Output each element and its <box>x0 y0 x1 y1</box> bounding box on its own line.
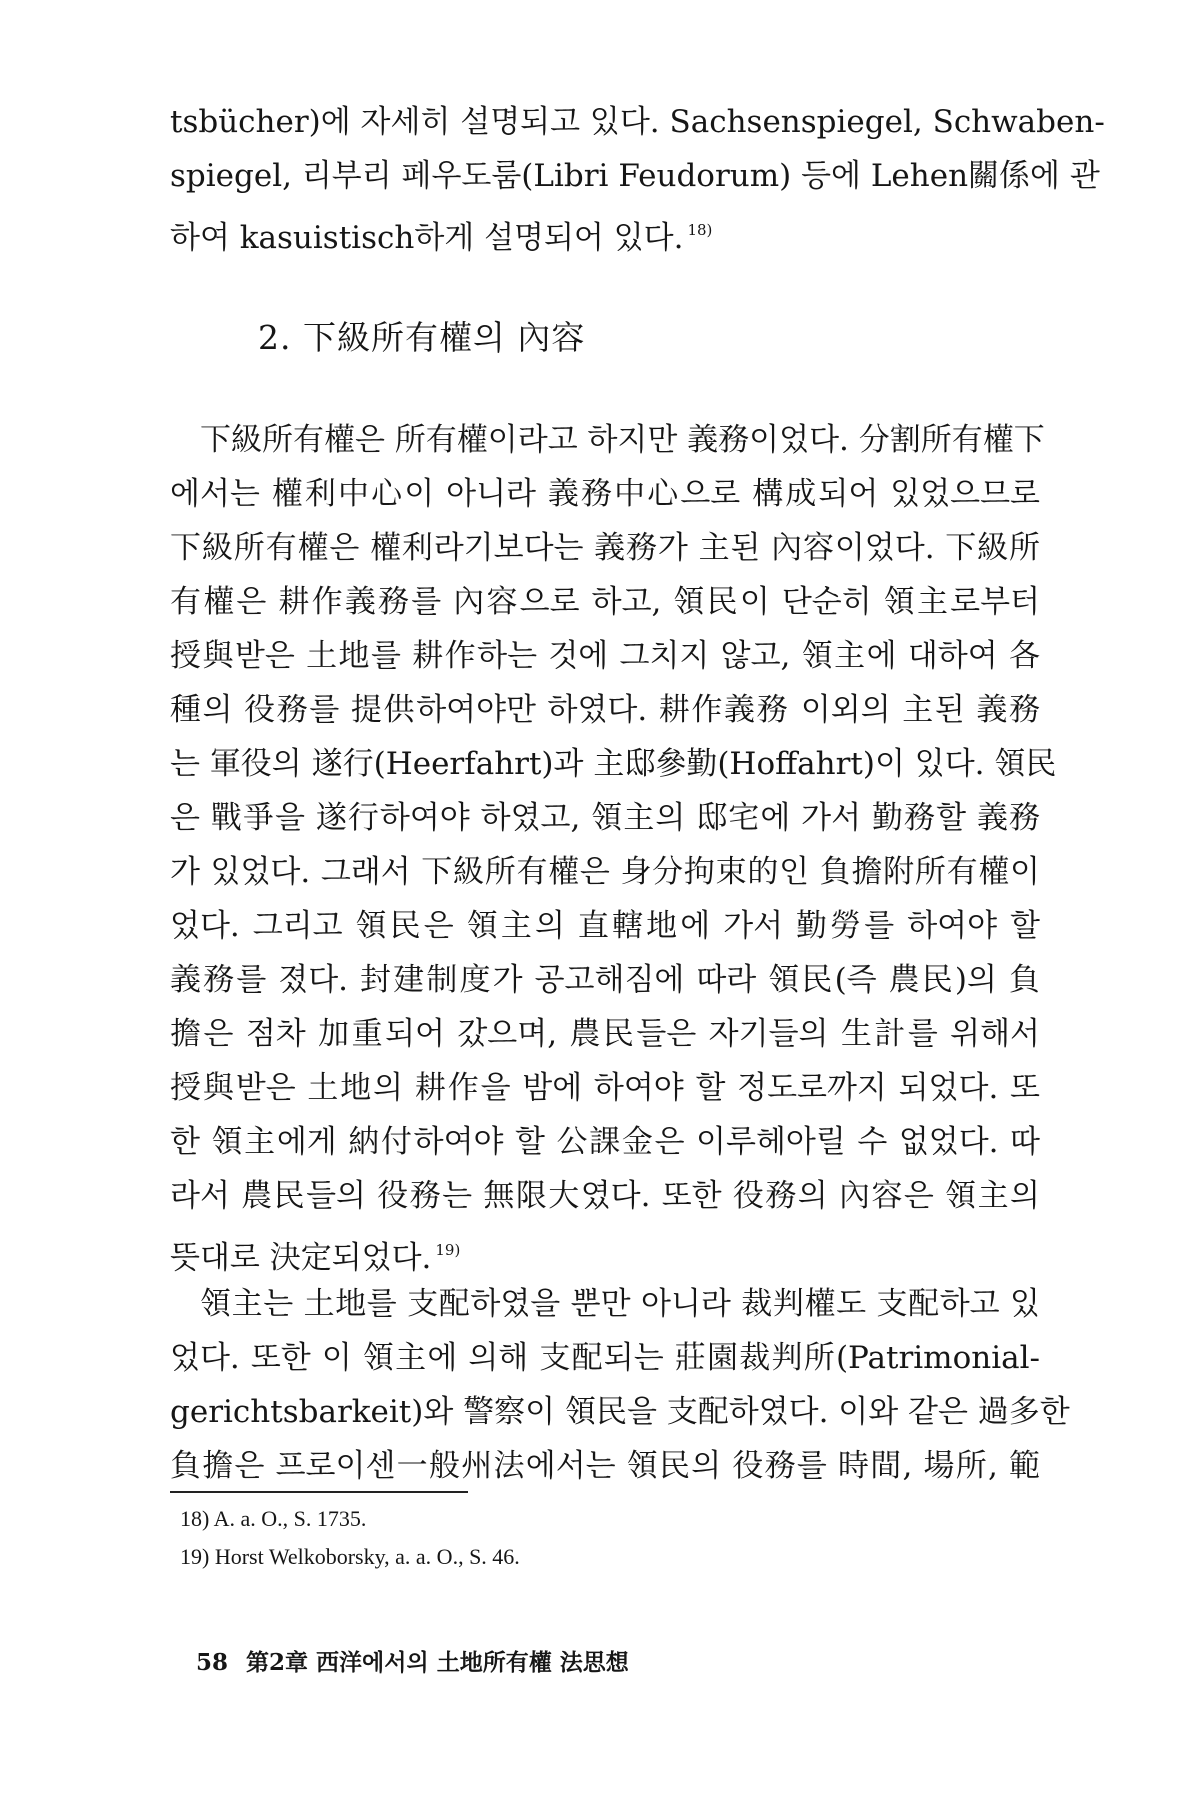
body-line: 有權은 耕作義務를 內容으로 하고, 領民이 단순히 領主로부터 <box>170 584 1040 620</box>
body-line: 라서 農民들의 役務는 無限大였다. 또한 役務의 內容은 領主의 <box>170 1178 1040 1214</box>
body-line: 擔은 점차 加重되어 갔으며, 農民들은 자기들의 生計를 위해서 <box>170 1016 1040 1052</box>
page-footer <box>196 1646 629 1680</box>
body-line: 에서는 權利中心이 아니라 義務中心으로 構成되어 있었으므로 <box>170 476 1040 512</box>
running-head: 第2章 西洋에서의 土地所有權 法思想 <box>246 1649 629 1676</box>
body-line-last <box>170 1224 1040 1276</box>
body-line: 種의 役務를 提供하여야만 하였다. 耕作義務 이외의 主된 義務 <box>170 692 1040 728</box>
body-line-last <box>170 204 1040 256</box>
body-line: 가 있었다. 그래서 下級所有權은 身分拘束的인 負擔附所有權이 <box>170 854 1040 890</box>
body-line: 義務를 졌다. 封建制度가 공고해짐에 따라 領民(즉 農民)의 負 <box>170 962 1040 998</box>
body-line: spiegel, 리부리 페우도룸(Libri Feudorum) 등에 Lehen關係에 관 <box>170 158 1100 194</box>
body-line: 한 領主에게 納付하여야 할 公課金은 이루헤아릴 수 없었다. 따 <box>170 1124 1040 1160</box>
body-line: 領主는 土地를 支配하였을 뿐만 아니라 裁判權도 支配하고 있 <box>200 1286 1040 1322</box>
body-line: tsbücher)에 자세히 설명되고 있다. Sachsenspiegel, Schwaben- <box>170 104 1105 140</box>
body-line: 授與받은 土地의 耕作을 밤에 하여야 할 정도로까지 되었다. 또 <box>170 1070 1040 1106</box>
footnote-rule <box>170 1491 468 1493</box>
body-line: 었다. 그리고 領民은 領主의 直轄地에 가서 勤勞를 하여야 할 <box>170 908 1040 944</box>
page-number: 58 <box>196 1649 229 1676</box>
footnote-mark-18: 18) <box>687 221 713 239</box>
footnote-18: 18) A. a. O., S. 1735. <box>180 1506 367 1531</box>
body-line: 었다. 또한 이 領主에 의해 支配되는 莊園裁判所(Patrimonial- <box>170 1340 1040 1376</box>
body-line: 下級所有權은 權利라기보다는 義務가 主된 內容이었다. 下級所 <box>170 530 1040 566</box>
body-line-text: 뜻대로 決定되었다. <box>170 1240 432 1276</box>
body-line: 授與받은 土地를 耕作하는 것에 그치지 않고, 領主에 대하여 各 <box>170 638 1040 674</box>
body-line: gerichtsbarkeit)와 警察이 領民을 支配하였다. 이와 같은 過多한 <box>170 1394 1070 1430</box>
section-heading: 2. 下級所有權의 內容 <box>258 318 586 357</box>
footnote-mark-19: 19) <box>435 1241 461 1259</box>
body-line: 下級所有權은 所有權이라고 하지만 義務이었다. 分割所有權下 <box>200 422 1045 458</box>
body-line: 負擔은 프로이센一般州法에서는 領民의 役務를 時間, 場所, 範 <box>170 1448 1040 1484</box>
body-line: 는 軍役의 遂行(Heerfahrt)과 主邸參勤(Hoffahrt)이 있다. 領民 <box>170 746 1057 782</box>
footnote-19: 19) Horst Welkoborsky, a. a. O., S. 46. <box>180 1544 520 1569</box>
body-line: 은 戰爭을 遂行하여야 하였고, 領主의 邸宅에 가서 勤務할 義務 <box>170 800 1040 836</box>
body-line-text: 하여 kasuistisch하게 설명되어 있다. <box>170 220 684 256</box>
